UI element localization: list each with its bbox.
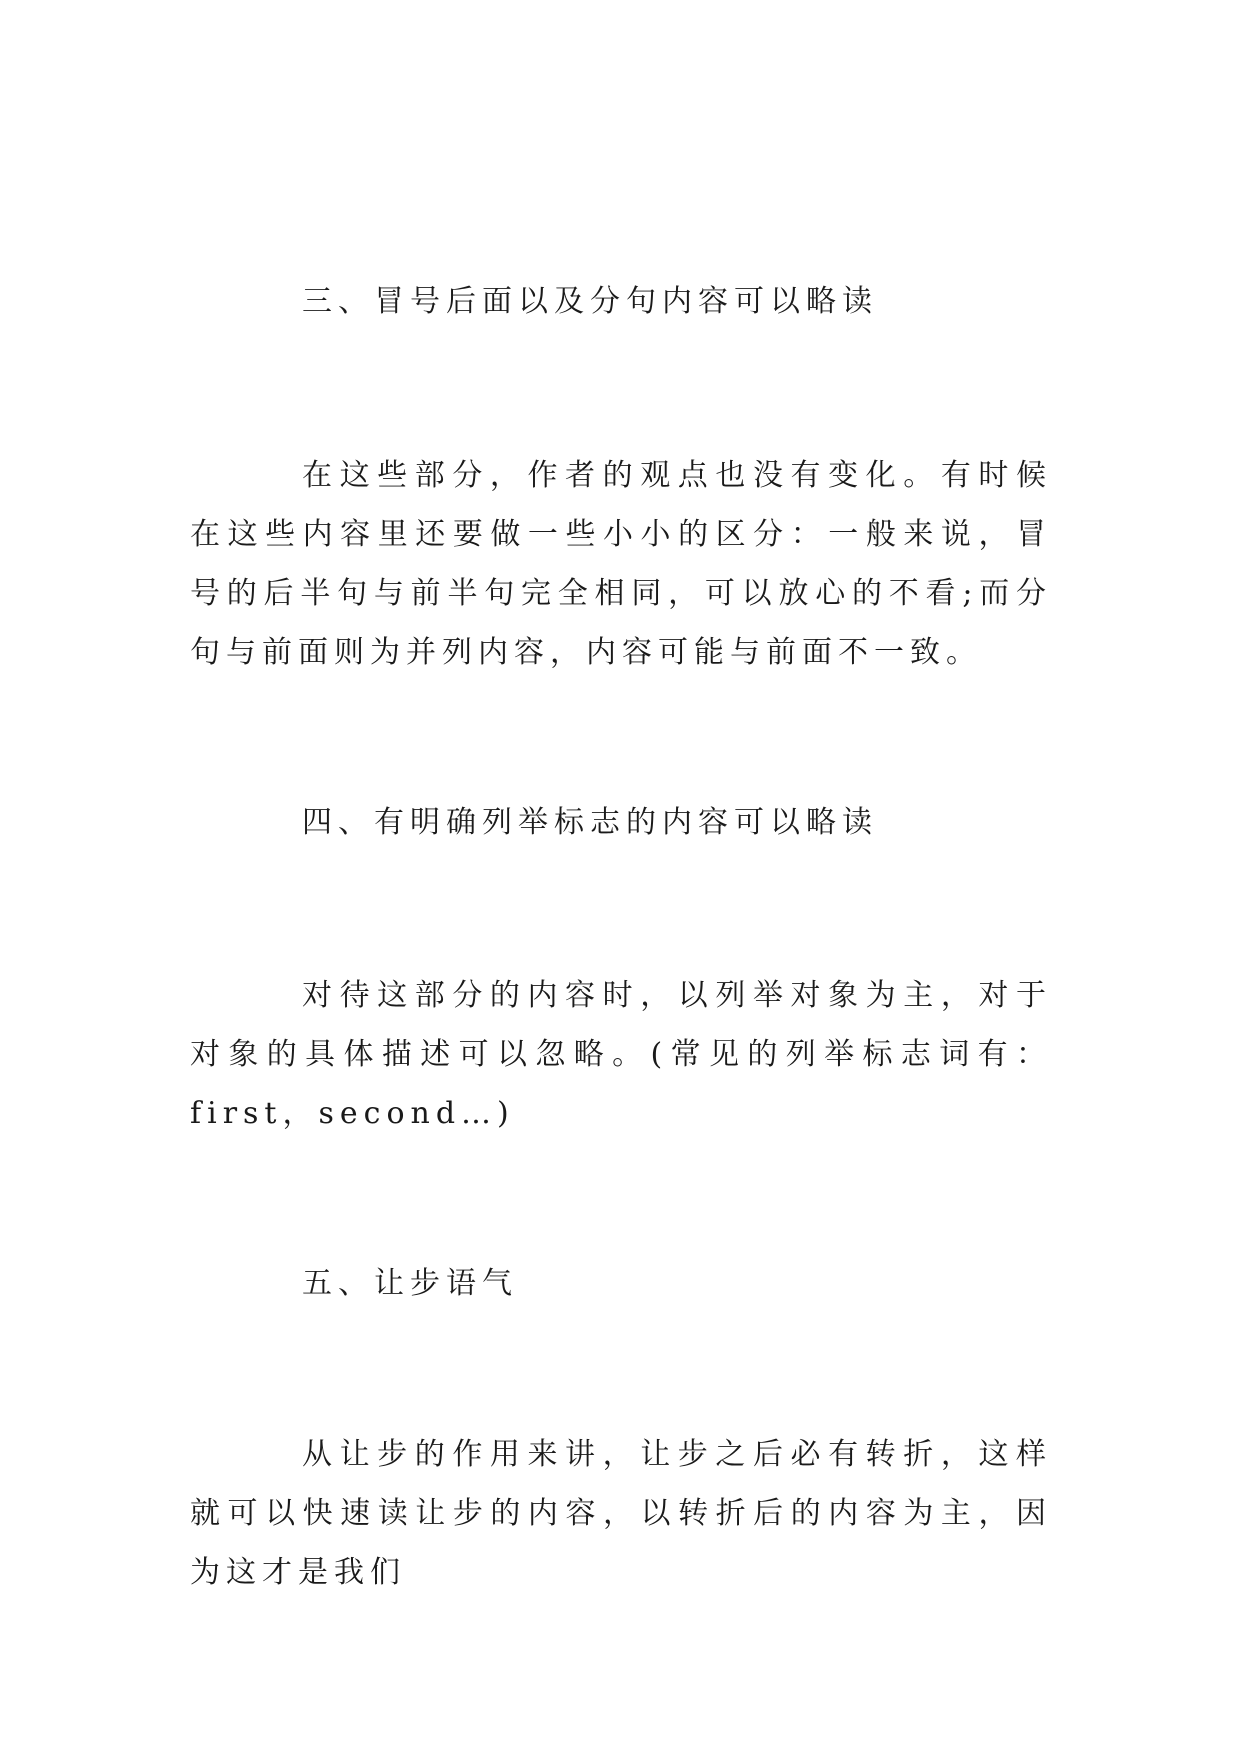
section-heading-3: 三、冒号后面以及分句内容可以略读 xyxy=(302,284,878,319)
section-heading-4: 四、有明确列举标志的内容可以略读 xyxy=(302,805,878,840)
section-body-5: 从让步的作用来讲，让步之后必有转折，这样就可以快速读让步的内容，以转折后的内容为主，因为这才是我们 xyxy=(190,1437,1052,1590)
section-body-4: 对待这部分的内容时，以列举对象为主，对于对象的具体描述可以忽略。(常见的列举标志词有：first，second…) xyxy=(190,978,1052,1131)
section-body-3: 在这些部分，作者的观点也没有变化。有时候在这些内容里还要做一些小小的区分：一般来说，冒号的后半句与前半句完全相同，可以放心的不看;而分句与前面则为并列内容，内容可能与前面不一致。 xyxy=(190,458,1052,670)
section-heading-5: 五、让步语气 xyxy=(302,1266,518,1301)
